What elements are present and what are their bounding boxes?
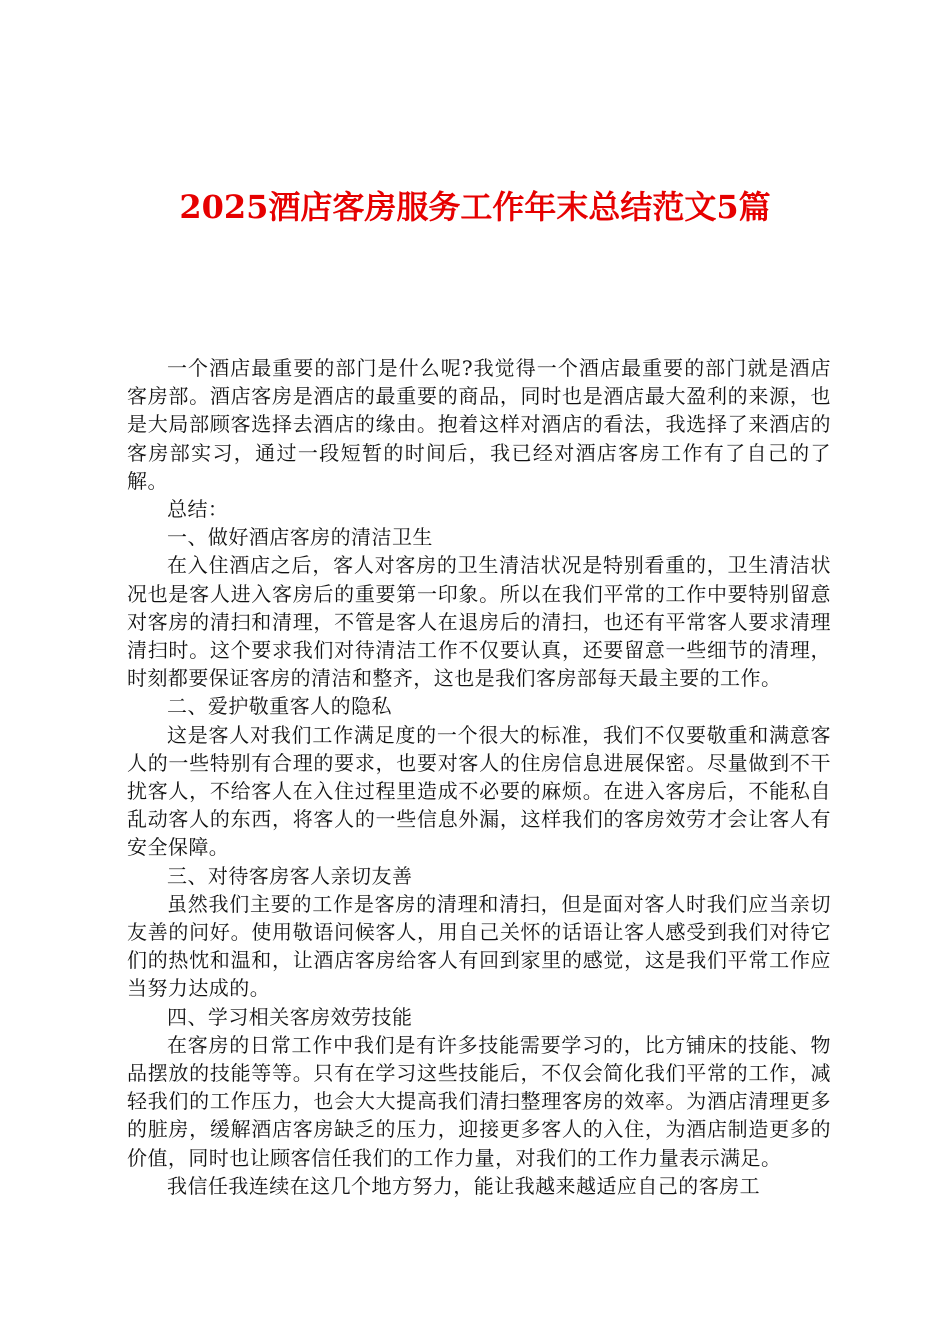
document-title: 2025酒店客房服务工作年末总结范文5篇 xyxy=(179,188,771,226)
paragraph-section-2: 这是客人对我们工作满足度的一个很大的标准，我们不仅要敬重和满意客人的一些特别有合理的要求，也要对客人的住房信息进展保密。尽量做到不干扰客人，不给客人在入住过程里造成不必要的麻烦。在进入客房后，不能私自乱动客人的东西，将客人的一些信息外漏，这样我们的客房效劳才会让客人有安全保障。 xyxy=(127,722,831,860)
section-heading-3: 三、对待客房客人亲切友善 xyxy=(167,863,413,888)
paragraph-section-3: 虽然我们主要的工作是客房的清理和清扫，但是面对客人时我们应当亲切友善的问好。使用敬语问候客人，用自己关怀的话语让客人感受到我们对待它们的热忱和温和，让酒店客房给客人有回到家里的感觉，这是我们平常工作应当努力达成的。 xyxy=(127,891,831,1001)
paragraph-section-1: 在入住酒店之后，客人对客房的卫生清洁状况是特别看重的，卫生清洁状况也是客人进入客房后的重要第一印象。所以在我们平常的工作中要特别留意对客房的清扫和清理，不管是客人在退房后的清扫，也还有平常客人要求清理清扫时。这个要求我们对待清洁工作不仅要认真，还要留意一些细节的清理，时刻都要保证客房的清洁和整齐，这也是我们客房部每天最主要的工作。 xyxy=(127,553,831,691)
document-body xyxy=(127,354,831,1200)
paragraph-intro: 一个酒店最重要的部门是什么呢?我觉得一个酒店最重要的部门就是酒店客房部。酒店客房是酒店的最重要的商品，同时也是酒店最大盈利的来源，也是大局部顾客选择去酒店的缘由。抱着这样对酒店的看法，我选择了来酒店的客房部实习，通过一段短暂的时间后，我已经对酒店客房工作有了自己的了解。 xyxy=(127,356,831,493)
paragraph-closing: 我信任我连续在这几个地方努力，能让我越来越适应自己的客房工 xyxy=(167,1173,761,1198)
section-heading-4: 四、学习相关客房效劳技能 xyxy=(167,1004,413,1029)
section-heading-2: 二、爱护敬重客人的隐私 xyxy=(167,694,392,719)
summary-label: 总结： xyxy=(167,497,229,522)
paragraph-section-4: 在客房的日常工作中我们是有许多技能需要学习的，比方铺床的技能、物品摆放的技能等等。只有在学习这些技能后，不仅会简化我们平常的工作，减轻我们的工作压力，也会大大提高我们清扫整理客房的效率。为酒店清理更多的脏房，缓解酒店客房缺乏的压力，迎接更多客人的入住，为酒店制造更多的价值，同时也让顾客信任我们的工作力量，对我们的工作力量表示满足。 xyxy=(127,1032,831,1170)
section-heading-1: 一、做好酒店客房的清洁卫生 xyxy=(167,525,433,550)
